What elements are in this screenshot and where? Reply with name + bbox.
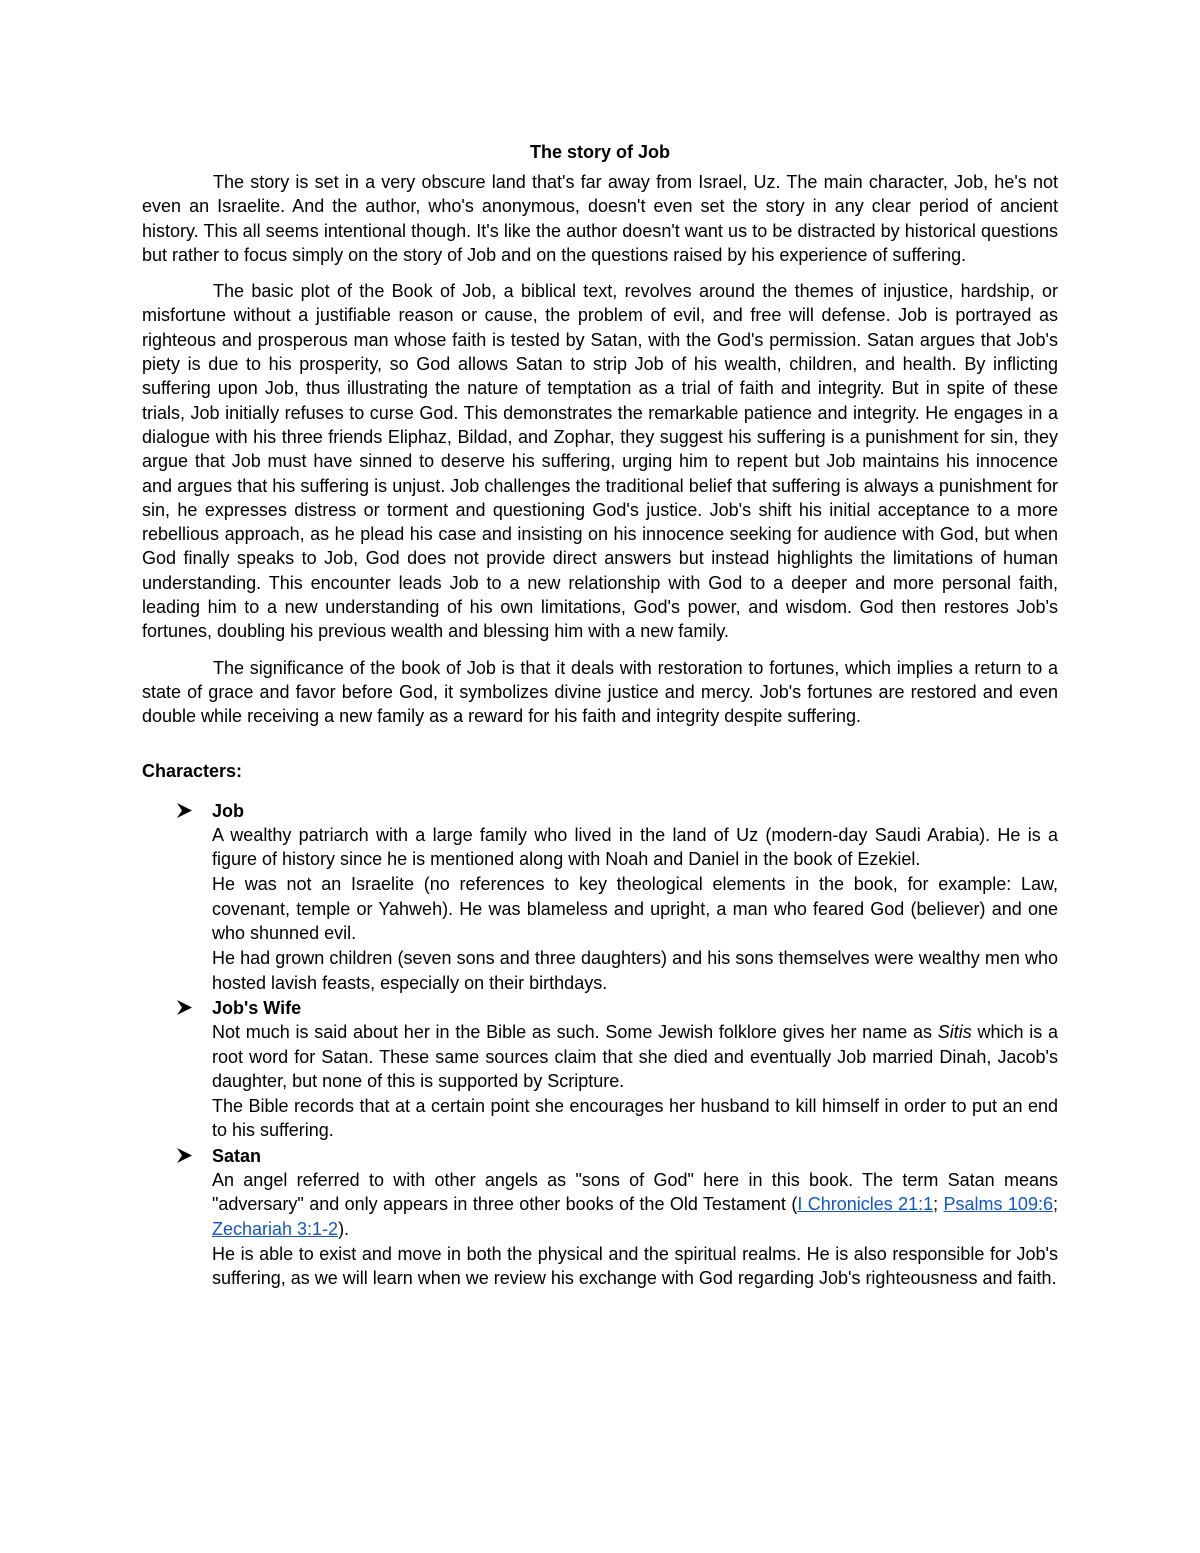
character-description [212,1168,1058,1241]
character-description [212,1020,1058,1093]
description-text: Not much is said about her in the Bible as such. Some Jewish folklore gives her name as [212,1022,938,1043]
description-text: ). [338,1218,350,1239]
link-zechariah[interactable]: Zechariah 3:1-2 [212,1218,339,1239]
characters-heading: Characters: [142,760,243,781]
arrowhead-bullet-icon [176,802,193,819]
characters-list [142,799,1058,1291]
page-title: The story of Job [529,142,670,162]
paragraph-plot: The basic plot of the Book of Job, a biblical text, revolves around the themes of injustice, hardship, or misfortune without a justifiable reason or cause, the problem of evil, and free will defense. Job is portrayed as righteous and prosperous man whose faith is tested by Satan, with the God's permission. Satan argues that Job's piety is due to his prosperity, so God allows Satan to strip Job of his wealth, children, and health. By inflicting suffering upon Job, thus illustrating the nature of temptation as a trial of faith and integrity. But in spite of these trials, Job initially refuses to curse God. This demonstrates the remarkable patience and integrity. He engages in a dialogue with his three friends Eliphaz, Bildad, and Zophar, they suggest his suffering is a punishment for sin, they argue that Job must have sinned to deserve his suffering, urging him to repent but Job maintains his innocence and argues that his suffering is unjust. Job challenges the traditional belief that suffering is always a punishment for sin, he expresses distress or torment and questioning God's justice. Job's shift his initial acceptance to a more rebellious approach, as he plead his case and insisting on his innocence seeking for audience with God, but when God finally speaks to Job, God does not provide direct answers but instead highlights the limitations of human understanding. This encounter leads Job to a new relationship with God to a deeper and more personal faith, leading him to a new understanding of his own limitations, God's power, and wisdom. God then restores Job's fortunes, doubling his previous wealth and blessing him with a new family. [142,281,1058,642]
character-description: The Bible records that at a certain point she encourages her husband to kill himself in order to put an end to his suffering. [212,1096,1058,1141]
arrowhead-bullet-icon [176,1147,193,1164]
description-text: which is a root word for Satan. These same sources claim that she died and eventually Job married Dinah, Jacob's daughter, but none of this is supported by Scripture. [212,1022,1058,1091]
separator: ; [1052,1194,1058,1215]
character-name: Job's Wife [212,997,302,1018]
character-job [142,799,1058,995]
italic-name: Sitis [937,1022,972,1043]
character-description: He had grown children (seven sons and three daughters) and his sons themselves were wealthy men who hosted lavish feasts, especially on their birthdays. [212,948,1058,993]
link-psalms[interactable]: Psalms 109:6 [943,1194,1053,1215]
character-description: A wealthy patriarch with a large family who lived in the land of Uz (modern-day Saudi Arabia). He is a figure of history since he is mentioned along with Noah and Daniel in the book of Ezekiel. [212,824,1058,870]
character-name: Satan [212,1145,262,1166]
paragraph-intro: The story is set in a very obscure land that's far away from Israel, Uz. The main character, Job, he's not even an Israelite. And the author, who's anonymous, doesn't even set the story in any clear period of ancient history. This all seems intentional though. It's like the author doesn't want us to be distracted by historical questions but rather to focus simply on the story of Job and on the questions raised by his experience of suffering. [142,172,1058,265]
character-description: He was not an Israelite (no references to key theological elements in the book, for example: Law, covenant, temple or Yahweh). He was blameless and upright, a man who feared God (believer) and one who shunned evil. [212,874,1058,944]
paragraph-significance: The significance of the book of Job is that it deals with restoration to fortunes, which implies a return to a state of grace and favor before God, it symbolizes divine justice and mercy. Job's fortunes are restored and even double while receiving a new family as a reward for his faith and integrity despite suffering. [142,657,1058,727]
arrowhead-bullet-icon [176,999,193,1016]
description-text: An angel referred to with other angels as "sons of God" here in this book. The term Satan means "adversary" and only appears in three other books of the Old Testament ( [212,1169,1058,1215]
character-description: He is able to exist and move in both the physical and the spiritual realms. He is also responsible for Job's suffering, as we will learn when we review his exchange with God regarding Job's righteousness and faith. [212,1243,1058,1289]
character-jobs-wife [142,996,1058,1143]
character-satan [142,1144,1058,1291]
character-name: Job [212,800,245,821]
separator: ; [933,1194,944,1215]
link-i-chronicles[interactable]: I Chronicles 21:1 [797,1194,934,1215]
